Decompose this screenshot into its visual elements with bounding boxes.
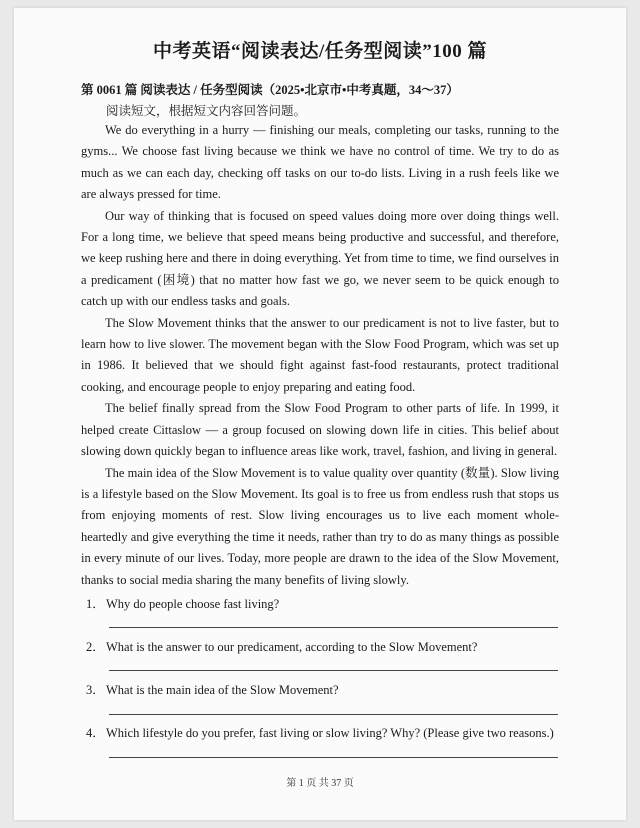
passage-paragraph: We do everything in a hurry — finishing our meals, completing our tasks, running to the gyms... We choose fast living because we think we have no control of time. We try to do as much as we can each day, checking off tasks on our to-do lists. Living in a rush feels like we are always pressed for time.: [81, 123, 559, 202]
question-text: Which lifestyle do you prefer, fast living or slow living? Why? (Please give two reasons.): [106, 726, 554, 740]
question-text: Why do people choose fast living?: [106, 597, 280, 611]
section-header: 第 0061 篇 阅读表达 / 任务型阅读（2025•北京市•中考真题，34～37）: [81, 83, 459, 97]
passage-paragraph: Our way of thinking that is focused on speed values doing more over doing things well. For a long time, we believe that speed means being productive and successful, and therefore, we keep rushing here and there in doing everything. Yet from time to time, we find ourselves in a predicament (困境) that no matter how fast we go, we never seem to be quick enough to catch up with our endless tasks and goals.: [81, 208, 559, 309]
question-4: [86, 723, 554, 741]
question-2: [86, 637, 477, 655]
answer-line-4[interactable]: [109, 757, 558, 758]
question-text: What is the main idea of the Slow Movement?: [106, 683, 339, 697]
question-number: 1．: [86, 597, 105, 611]
answer-line-3[interactable]: [109, 714, 558, 715]
question-number: 3．: [86, 683, 105, 697]
passage-paragraph: The Slow Movement thinks that the answer to our predicament is not to live faster, but to learn how to live slower. The movement began with the Slow Food Program, which was set up in 1986. It believed that we should fight against fast-food restaurants, protect traditional cooking, and encourage people to enjoy preparing and eating food.: [81, 315, 559, 394]
question-3: [86, 680, 339, 698]
answer-line-2[interactable]: [109, 670, 558, 671]
question-number: 2．: [86, 640, 105, 654]
question-text: What is the answer to our predicament, according to the Slow Movement?: [106, 640, 478, 654]
page-footer: 第 1 页 共 37 页: [286, 778, 354, 789]
page-title: 中考英语“阅读表达/任务型阅读”100 篇: [152, 41, 488, 62]
question-number: 4．: [86, 726, 105, 740]
instruction-text: 阅读短文，根据短文内容回答问题。: [106, 104, 307, 118]
answer-line-1[interactable]: [109, 627, 558, 628]
passage-paragraph: The main idea of the Slow Movement is to value quality over quantity (数量). Slow living is a lifestyle based on the Slow Movement. Its goal is to free us from endless rush that stops us from enjoying moments of rest. Slow living encourages us to live each moment whole-heartedly and give everything the time it needs, rather than try to do as many things as possible in every minute of our lives. Today, more people are drawn to the idea of the Slow Movement, thanks to social media sharing the many benefits of living slowly.: [81, 465, 559, 587]
passage-paragraph: The belief finally spread from the Slow Food Program to other parts of life. In 1999, it helped create Cittaslow — a group focused on slowing down life in cities. This belief about slowing down quickly began to influence areas like work, travel, fashion, and living in general.: [81, 401, 559, 459]
question-1: [86, 594, 279, 612]
reading-passage: [81, 120, 559, 591]
